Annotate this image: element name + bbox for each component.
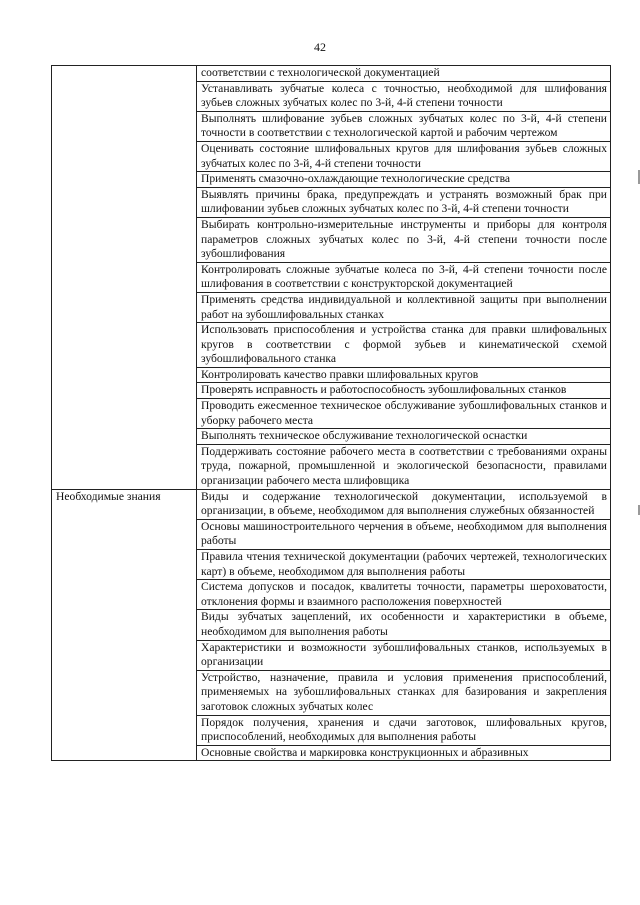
- requirement-item: Оценивать состояние шлифовальных кругов для шлифования зубьев сложных зубчатых колес по 3-й, 4-й степени точности: [197, 141, 611, 171]
- requirement-item: Виды и содержание технологической документации, используемой в организации, в объеме, необходимом для выполнения служебных обязанностей: [197, 489, 611, 519]
- section-label-actions: [52, 66, 197, 490]
- requirement-item: соответствии с технологической документацией: [197, 66, 611, 82]
- requirement-item: Характеристики и возможности зубошлифовальных станков, используемых в организации: [197, 640, 611, 670]
- requirement-item: Порядок получения, хранения и сдачи заготовок, шлифовальных кругов, приспособлений, необходимых для выполнения работы: [197, 715, 611, 745]
- requirement-item: Виды зубчатых зацеплений, их особенности и характеристики в объеме, необходимом для выполнения работы: [197, 610, 611, 640]
- requirement-item: Применять средства индивидуальной и коллективной защиты при выполнении работ на зубошлифовальных станках: [197, 292, 611, 322]
- table-row: [52, 66, 611, 82]
- requirement-item: Поддерживать состояние рабочего места в соответствии с требованиями охраны труда, пожарной, промышленной и экологической безопасности, правилами организации рабочего места шлифовщика: [197, 444, 611, 489]
- requirement-item: Правила чтения технической документации (рабочих чертежей, технологических карт) в объеме, необходимом для выполнения работы: [197, 550, 611, 580]
- requirement-item: Выявлять причины брака, предупреждать и устранять возможный брак при шлифовании зубьев сложных зубчатых колес по 3-й, 4-й степени точности: [197, 187, 611, 217]
- table-row: [52, 489, 611, 519]
- requirement-item: Выбирать контрольно-измерительные инструменты и приборы для контроля параметров сложных зубчатых колес по 3-й, 4-й степени точности после зубошлифования: [197, 217, 611, 262]
- requirement-item: Выполнять техническое обслуживание технологической оснастки: [197, 429, 611, 445]
- requirement-item: Основные свойства и маркировка конструкционных и абразивных: [197, 745, 611, 761]
- section-label-knowledge: Необходимые знания: [52, 489, 197, 761]
- requirement-item: Проводить ежесменное техническое обслуживание зубошлифовальных станков и уборку рабочего места: [197, 399, 611, 429]
- requirement-item: Основы машиностроительного черчения в объеме, необходимом для выполнения работы: [197, 519, 611, 549]
- requirement-item: Устанавливать зубчатые колеса с точностью, необходимой для шлифования зубьев сложных зубчатых колес по 3-й, 4-й степени точности: [197, 81, 611, 111]
- requirement-item: Контролировать сложные зубчатые колеса по 3-й, 4-й степени точности после шлифования в соответствии с конструкторской документацией: [197, 262, 611, 292]
- requirement-item: Применять смазочно-охлаждающие технологические средства: [197, 172, 611, 188]
- page-number: 42: [314, 40, 326, 54]
- requirement-item: Устройство, назначение, правила и условия применения приспособлений, применяемых на зубошлифовальных станках для базирования и закрепления заготовок сложных зубчатых колес: [197, 670, 611, 715]
- labor-functions-table: [51, 65, 611, 761]
- requirement-item: Проверять исправность и работоспособность зубошлифовальных станков: [197, 383, 611, 399]
- requirement-item: Система допусков и посадок, квалитеты точности, параметры шероховатости, отклонения формы и взаимного расположения поверхностей: [197, 580, 611, 610]
- requirement-item: Выполнять шлифование зубьев сложных зубчатых колес по 3-й, 4-й степени точности в соответствии с технологической картой и рабочим чертежом: [197, 111, 611, 141]
- requirement-item: Контролировать качество правки шлифовальных кругов: [197, 367, 611, 383]
- requirement-item: Использовать приспособления и устройства станка для правки шлифовальных кругов в соответствии с формой зубьев и кинематической схемой зубошлифовального станка: [197, 323, 611, 368]
